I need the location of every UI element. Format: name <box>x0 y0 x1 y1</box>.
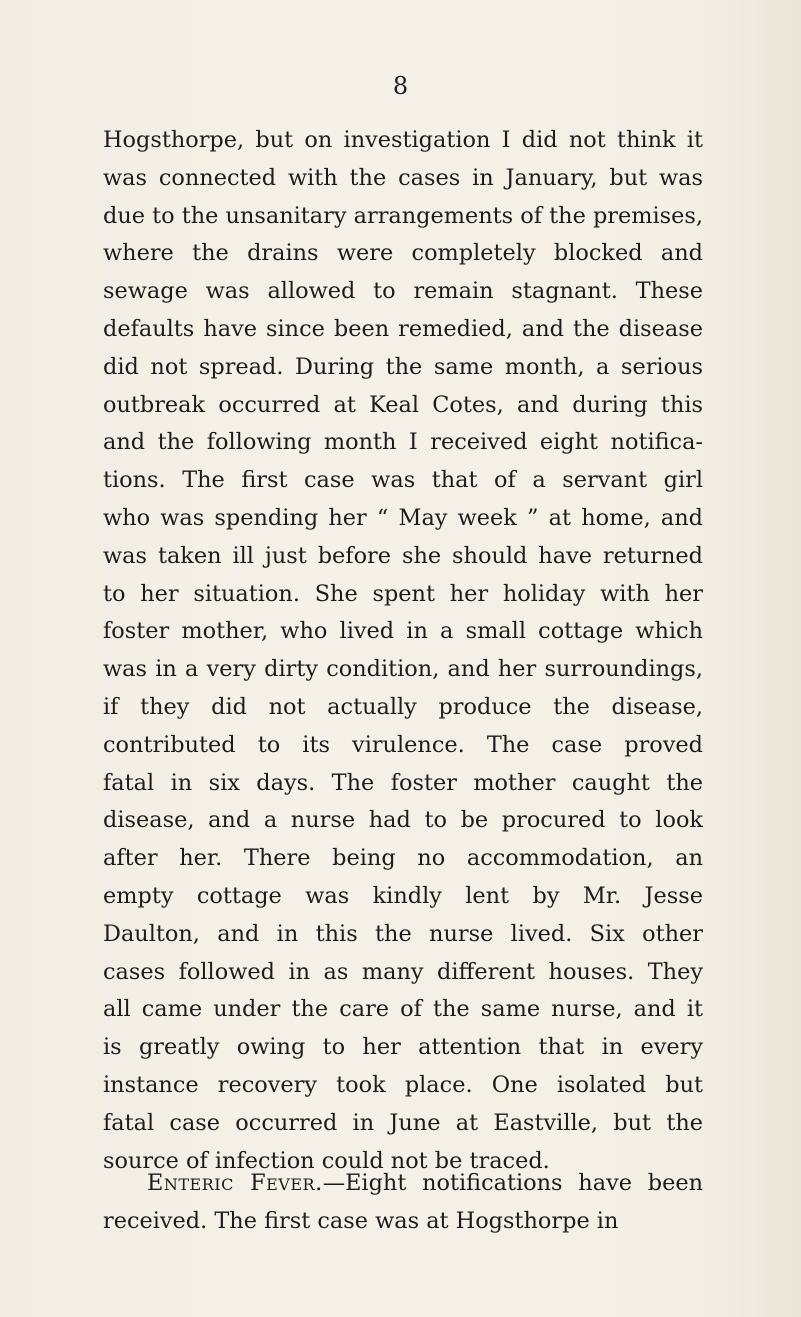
page-number: 8 <box>392 72 409 100</box>
text-line: who was spending her “ May week ” at home, and <box>103 504 703 531</box>
text-line: Daulton, and in this the nurse lived. Six other <box>103 920 703 947</box>
text-line: was taken ill just before she should have returned <box>103 542 703 569</box>
text-line: to her situation. She spent her holiday with her <box>103 580 703 607</box>
text-line: tions. The first case was that of a servant girl <box>103 467 703 494</box>
text-line: outbreak occurred at Keal Cotes, and during this <box>103 391 703 418</box>
text-line: sewage was allowed to remain stagnant. These <box>103 278 703 305</box>
text-line: contributed to its virulence. The case proved <box>103 731 703 758</box>
text-line: disease, and a nurse had to be procured to look <box>103 807 703 834</box>
section-heading: Enteric Fever. <box>147 1170 323 1196</box>
text-line: cases followed in as many different houses. They <box>103 958 703 985</box>
text-line: foster mother, who lived in a small cottage which <box>103 618 703 645</box>
paragraph-enteric-fever <box>103 1165 703 1241</box>
text-line: was connected with the cases in January, but was <box>103 164 703 191</box>
text-line: source of infection could not be traced. <box>103 1147 550 1174</box>
text-line: empty cottage was kindly lent by Mr. Jesse <box>103 882 703 909</box>
text-line-with-heading <box>103 1165 703 1203</box>
text-line: was in a very dirty condition, and her surroundings, <box>103 656 703 683</box>
text-line: if they did not actually produce the disease, <box>103 693 703 720</box>
text-line: defaults have since been remedied, and the disease <box>103 315 703 342</box>
text-line: due to the unsanitary arrangements of the premises, <box>103 202 703 229</box>
text-line: instance recovery took place. One isolated but <box>103 1071 703 1098</box>
paragraph-smallpox-report <box>103 122 703 1180</box>
text-line: and the following month I received eight notifica- <box>103 429 703 456</box>
text-line: all came under the care of the same nurse, and it <box>103 996 703 1023</box>
text-run: —Eight notifications have been <box>322 1170 703 1196</box>
text-line: did not spread. During the same month, a serious <box>103 353 703 380</box>
text-line: is greatly owing to her attention that in every <box>103 1034 703 1061</box>
text-line: fatal case occurred in June at Eastville, but the <box>103 1109 703 1136</box>
text-line: where the drains were completely blocked and <box>103 240 703 267</box>
text-line: received. The first case was at Hogsthorpe in <box>103 1207 619 1234</box>
text-line: fatal in six days. The foster mother caught the <box>103 769 703 796</box>
text-line: Hogsthorpe, but on investigation I did not think it <box>103 127 703 153</box>
text-line: after her. There being no accommodation, an <box>103 845 703 872</box>
